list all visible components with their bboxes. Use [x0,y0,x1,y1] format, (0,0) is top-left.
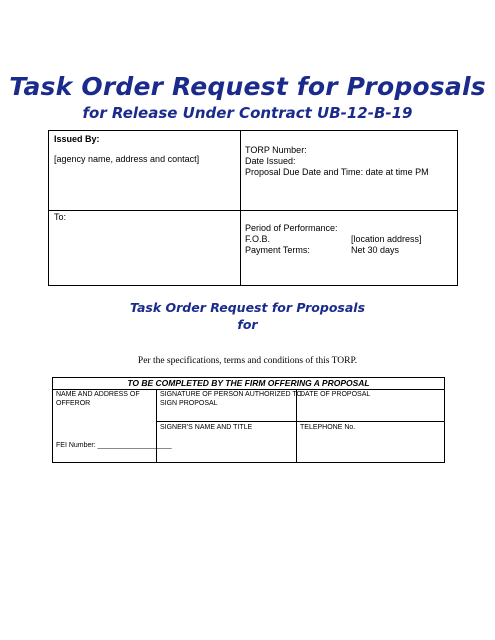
section-title-line1: Task Order Request for Proposals [129,300,366,315]
payment-terms-label: Payment Terms: [245,245,310,255]
section-title-line2: for [237,317,258,332]
telephone-header: TELEPHONE No. [300,424,356,431]
issued-by-box [48,130,458,211]
proposal-due-label: Proposal Due Date and Time: date at time PM [245,167,429,177]
column-divider [156,389,157,462]
terms-statement: Per the specifications, terms and conditions of this TORP. [137,356,358,366]
date-of-proposal-header: DATE OF PROPOSAL [300,391,371,398]
payment-terms-value: Net 30 days [351,245,400,255]
fei-number-field: FEI Number: ___________________ [56,442,172,449]
firm-proposal-table [52,377,445,463]
signature-header: SIGNATURE OF PERSON AUTHORIZED TO SIGN PROPOSAL [160,391,302,407]
to-label: To: [54,212,67,222]
document-subtitle: for Release Under Contract UB-12-B-19 [82,104,413,122]
signer-name-title-header: SIGNER'S NAME AND TITLE [160,424,253,431]
to-box [48,209,458,286]
box-divider [240,131,241,210]
row-divider [157,421,444,422]
name-address-header: NAME AND ADDRESS OF OFFEROR [56,391,140,407]
section-title [0,299,495,333]
fob-label: F.O.B. [245,234,271,244]
date-issued-label: Date Issued: [245,156,296,166]
agency-placeholder: [agency name, address and contact] [54,154,200,164]
issued-by-label: Issued By: [54,134,100,144]
document-title: Task Order Request for Proposals [9,72,486,101]
period-of-performance-label: Period of Performance: [245,223,338,233]
box-divider [240,209,241,285]
fob-value: [location address] [351,234,422,244]
table-heading: TO BE COMPLETED BY THE FIRM OFFERING A PROPOSAL [53,378,444,390]
torp-number-label: TORP Number: [245,145,307,155]
